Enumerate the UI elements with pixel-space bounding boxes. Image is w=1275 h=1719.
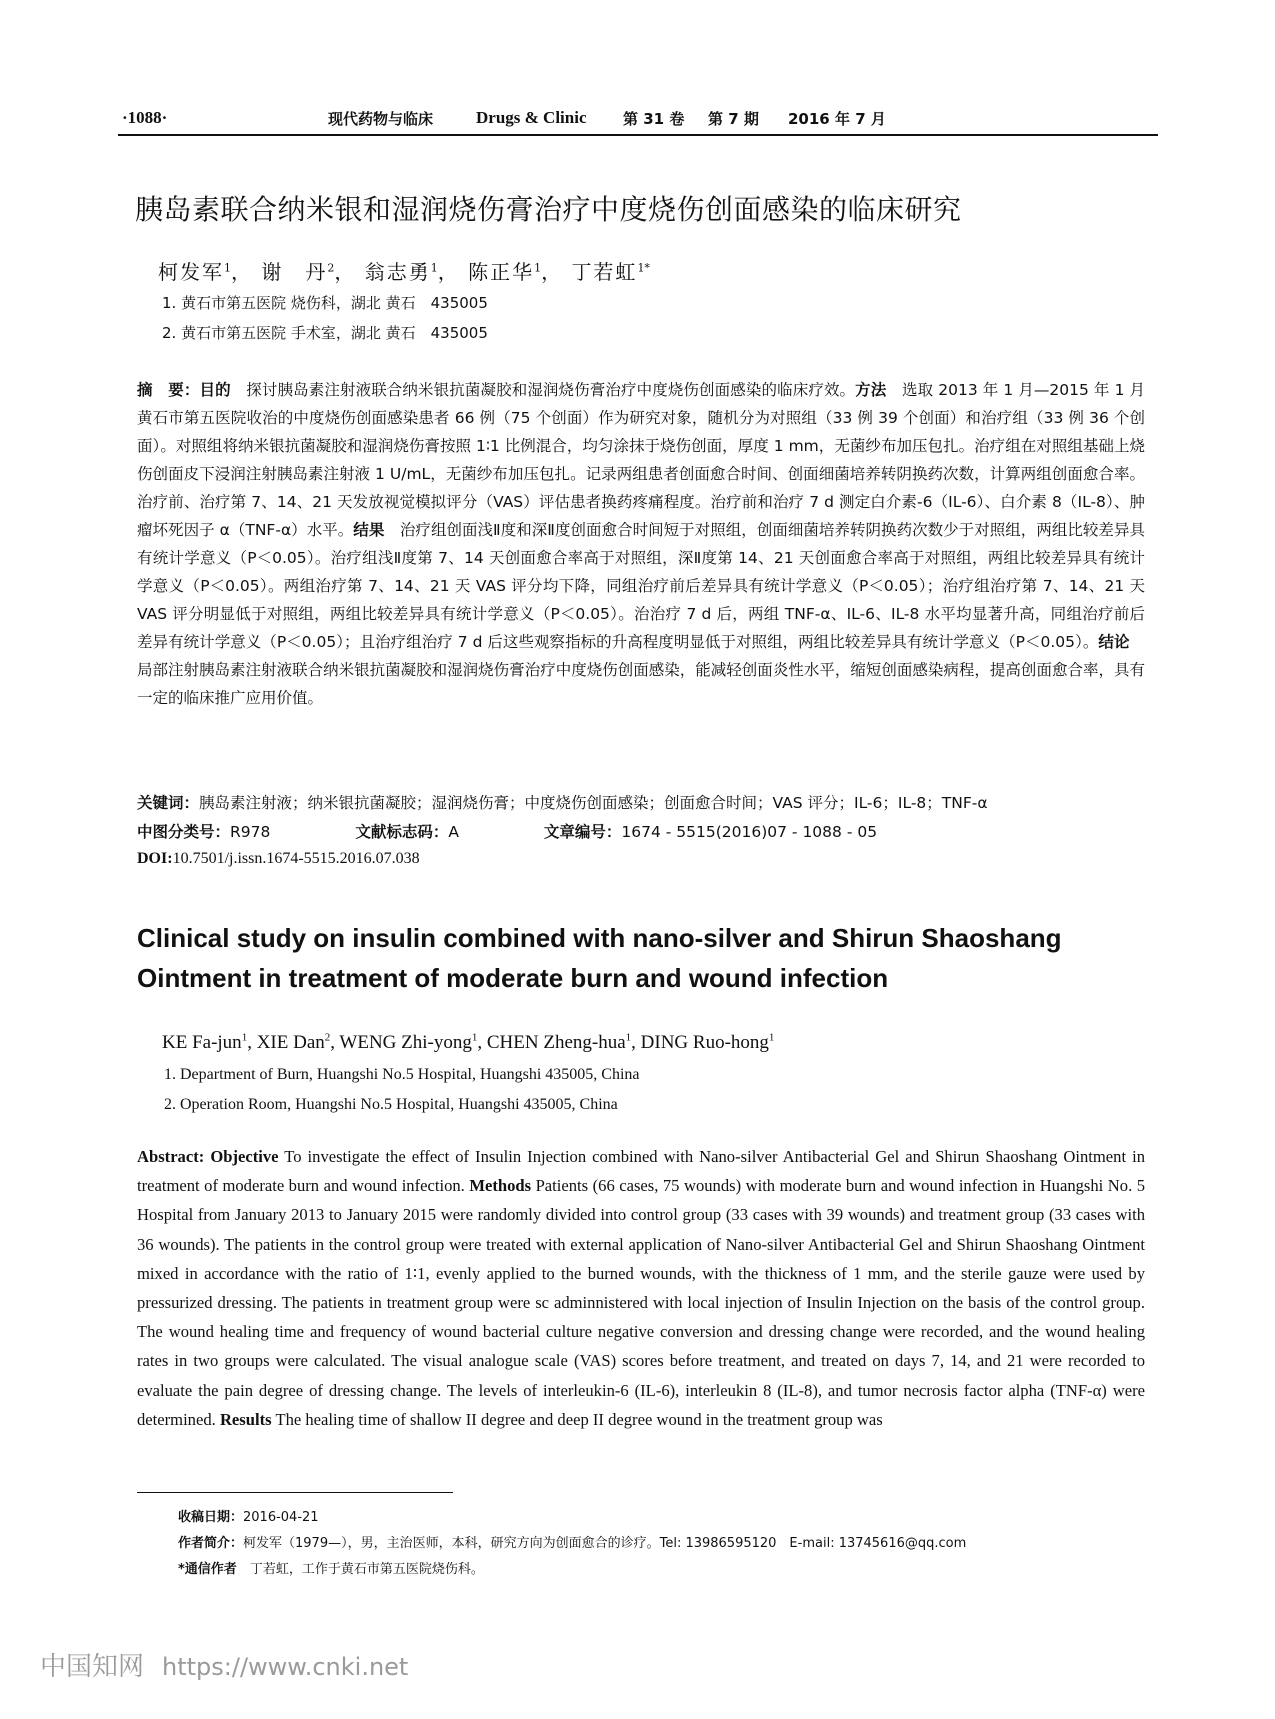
cn-affiliation: 1. 黄石市第五医院 烧伤科，湖北 黄石 435005 <box>162 294 488 312</box>
doi: DOI:10.7501/j.issn.1674-5515.2016.07.038 <box>137 850 420 867</box>
author-bio: 作者简介：柯发军（1979—），男，主治医师，本科，研究方向为创面愈合的诊疗。Tel: 13986595120 E-mail: 13745616@qq.com <box>178 1536 967 1551</box>
journal-name-cn: 现代药物与临床 <box>328 110 434 128</box>
en-author: CHEN Zheng-hua$^1$, <box>486 1032 641 1054</box>
cn-author: 丁若虹$^{1*}$ <box>571 260 650 284</box>
watermark-url: https://www.cnki.net <box>162 1653 409 1681</box>
header-rule <box>118 134 1158 136</box>
en-authors <box>162 1032 774 1054</box>
en-author: DING Ruo-hong$^1$ <box>640 1032 775 1054</box>
abstract-label: 摘 要： <box>137 381 200 399</box>
received-date: 收稿日期：2016-04-21 <box>178 1510 319 1525</box>
page-number: ·1088· <box>122 108 168 127</box>
en-author: KE Fa-jun$^1$, <box>162 1032 257 1054</box>
cn-author: 谢 丹$^2$ <box>261 260 335 284</box>
en-abstract: Abstract: Objective To investigate the effect of Insulin Injection combined with Nano-silver Antibacterial Gel and Shirun Shaoshang Ointment in treatment of moderate burn and wound infection. Methods Patients (66 cases, 75 wounds) with moderate burn and wound infection in Huangshi No. 5 Hospital from January 2013 to January 2015 were randomly divided into control group (33 cases with 39 wounds) and treatment group (33 cases with 36 wounds). The patients in the control group were treated with external application of Nano-silver Antibacterial Gel and Shirun Shaoshang Ointment mixed in accordance with the ratio of 1∶1, evenly applied to the burned wounds, with the thickness of 1 mm, and the sterile gauze were used by pressurized dressing. The patients in treatment group were sc adminnistered with local injection of Insulin Injection on the basis of the control group. The wound healing time and frequency of wound bacterial culture negative conversion and dressing change were recorded, and the wound healing rates in two groups were calculated. The visual analogue scale (VAS) scores before treatment, and treated on days 7, 14, and 21 were recorded to evaluate the pain degree of dressing change. The levels of interleukin-6 (IL-6), interleukin 8 (IL-8), and tumor necrosis factor alpha (TNF-α) were determined. Results The healing time of shallow II degree and deep II degree wound in the treatment group was <box>137 1147 1145 1429</box>
volume: 第 31 卷 <box>623 110 685 128</box>
watermark-brand: 中国知网 <box>40 1652 145 1682</box>
cn-affiliation: 2. 黄石市第五医院 手术室，湖北 黄石 435005 <box>162 324 488 342</box>
running-header <box>118 102 1158 132</box>
en-title: Clinical study on insulin combined with nano-silver and Shirun Shaoshang Ointment in treatment of moderate burn and wound infection <box>137 923 1062 993</box>
issue-date: 2016 年 7 月 <box>788 110 886 128</box>
cn-title: 胰岛素联合纳米银和湿润烧伤膏治疗中度烧伤创面感染的临床研究 <box>135 193 962 226</box>
abstract-label: Abstract: <box>137 1147 205 1166</box>
section-label: 结果 <box>353 521 385 539</box>
journal-name-en: Drugs & Clinic <box>476 108 587 127</box>
clc-code: R978 <box>230 823 271 841</box>
keywords: 关键词：胰岛素注射液；纳米银抗菌凝胶；湿润烧伤膏；中度烧伤创面感染；创面愈合时间；VAS 评分；IL-6；IL-8；TNF-α <box>137 794 988 812</box>
section-label: Objective <box>210 1147 279 1166</box>
cn-abstract: 摘 要：目的 探讨胰岛素注射液联合纳米银抗菌凝胶和湿润烧伤膏治疗中度烧伤创面感染的临床疗效。方法 选取 2013 年 1 月—2015 年 1 月黄石市第五医院收治的中度烧伤创面感染患者 66 例（75 个创面）作为研究对象，随机分为对照组（33 例 39 个创面）和治疗组（33 例 36 个创面）。对照组将纳米银抗菌凝胶和湿润烧伤膏按照 1∶1 比例混合，均匀涂抹于烧伤创面，厚度 1 mm，无菌纱布加压包扎。治疗组在对照组基础上烧伤创面皮下浸润注射胰岛素注射液 1 U/mL，无菌纱布加压包扎。记录两组患者创面愈合时间、创面细菌培养转阴换药次数，计算两组创面愈合率。治疗前、治疗第 7、14、21 天发放视觉模拟评分（VAS）评估患者换药疼痛程度。治疗前和治疗 7 d 测定白介素-6（IL-6）、白介素 8（IL-8）、肿瘤坏死因子 α（TNF-α）水平。结果 治疗组创面浅Ⅱ度和深Ⅱ度创面愈合时间短于对照组，创面细菌培养转阴换药次数少于对照组，两组比较差异具有统计学意义（P＜0.05）。治疗组浅Ⅱ度第 7、14 天创面愈合率高于对照组，深Ⅱ度第 14、21 天创面愈合率高于对照组，两组比较差异具有统计学意义（P＜0.05）。两组治疗第 7、14、21 天 VAS 评分均下降，同组治疗前后差异具有统计学意义（P＜0.05）；治疗组治疗第 7、14、21 天 VAS 评分明显低于对照组，两组比较差异具有统计学意义（P＜0.05）。治治疗 7 d 后，两组 TNF-α、IL-6、IL-8 水平均显著升高，同组治疗前后差异有统计学意义（P＜0.05）；且治疗组治疗 7 d 后这些观察指标的升高程度明显低于对照组，两组比较差异具有统计学意义（P＜0.05）。结论 局部注射胰岛素注射液联合纳米银抗菌凝胶和湿润烧伤膏治疗中度烧伤创面感染，能减轻创面炎性水平，缩短创面感染病程，提高创面愈合率，具有一定的临床推广应用价值。 <box>137 381 1145 707</box>
issue: 第 7 期 <box>708 110 759 128</box>
cn-author: 翁志勇$^1$ <box>364 260 438 284</box>
classification-line: 中图分类号：R978 文献标志码：A 文章编号：1674 - 5515(2016)07 - 1088 - 05 <box>137 823 878 841</box>
corresponding-author: *通信作者 丁若虹，工作于黄石市第五医院烧伤科。 <box>178 1562 484 1577</box>
footnote-rule <box>137 1492 453 1493</box>
en-author: XIE Dan$^2$, <box>256 1032 340 1054</box>
article-number: 1674 - 5515(2016)07 - 1088 - 05 <box>621 823 878 841</box>
cn-author: 柯发军$^1$ <box>158 260 231 284</box>
en-affiliation: 1. Department of Burn, Huangshi No.5 Hospital, Huangshi 435005, China <box>164 1066 640 1083</box>
section-label: 目的 <box>199 381 231 399</box>
section-label: 结论 <box>1098 633 1130 651</box>
section-label: 方法 <box>855 381 887 399</box>
doc-code: A <box>448 823 459 841</box>
en-author: WENG Zhi-yong$^1$, <box>339 1032 487 1054</box>
cn-authors: 柯发军$^1$， 谢 丹$^2$， 翁志勇$^1$， 陈正华$^1$， 丁若虹$^{1*}$ <box>158 260 650 284</box>
section-label: Methods <box>469 1176 532 1196</box>
cnki-watermark <box>40 1646 408 1683</box>
cn-author: 陈正华$^1$ <box>468 260 542 284</box>
en-affiliation: 2. Operation Room, Huangshi No.5 Hospital, Huangshi 435005, China <box>164 1096 618 1113</box>
section-label: Results <box>219 1409 272 1429</box>
